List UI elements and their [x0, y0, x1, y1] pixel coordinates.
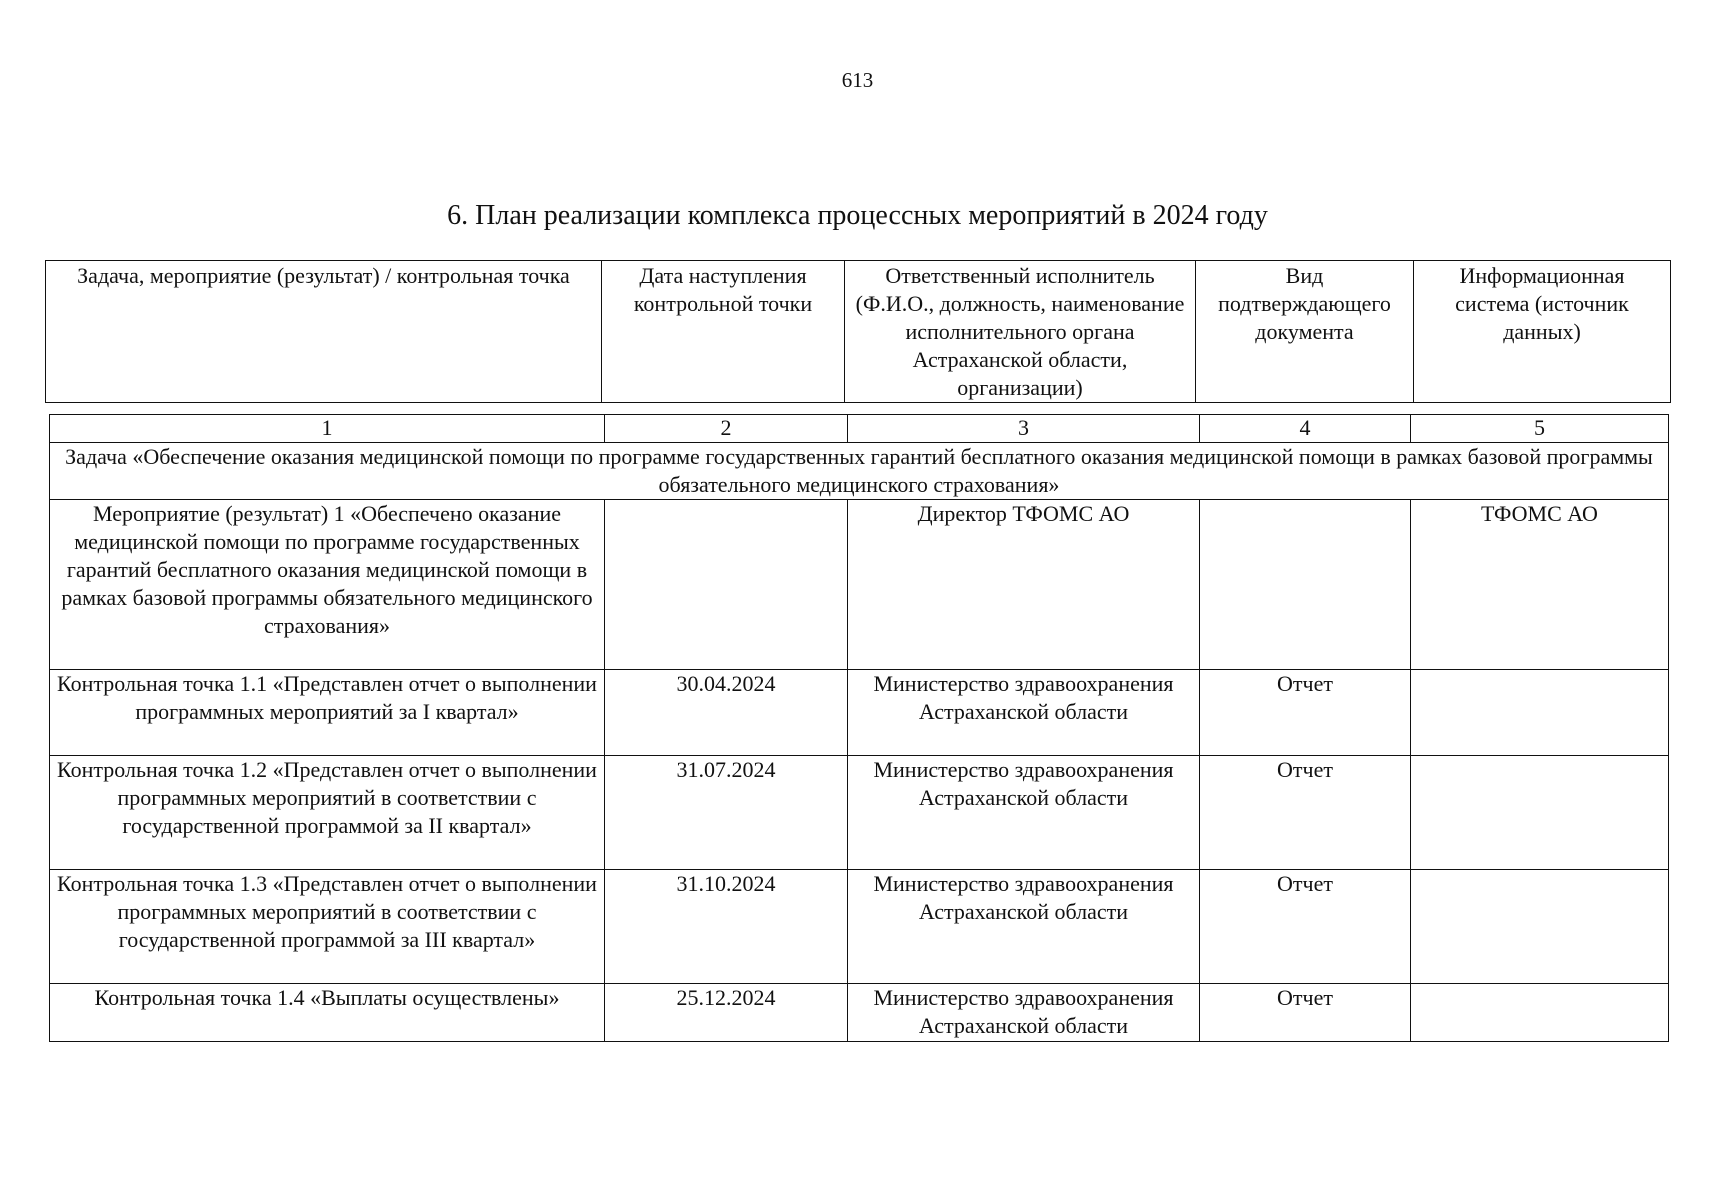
- event-document: [1200, 500, 1411, 670]
- checkpoint-system: [1411, 756, 1669, 870]
- checkpoint-system: [1411, 670, 1669, 756]
- table-header: [45, 260, 1671, 403]
- checkpoint-responsible: Министерство здравоохранения Астраханской области: [848, 756, 1200, 870]
- column-number-row: [50, 415, 1669, 443]
- column-number: 5: [1411, 415, 1669, 443]
- header-system-column: Информационная система (источник данных): [1414, 261, 1671, 403]
- column-number: 4: [1200, 415, 1411, 443]
- event-date: [605, 500, 848, 670]
- checkpoint-responsible: Министерство здравоохранения Астраханской области: [848, 870, 1200, 984]
- checkpoint-name: Контрольная точка 1.1 «Представлен отчет о выполнении программных мероприятий за I квартал»: [50, 670, 605, 756]
- header-date-column: Дата наступления контрольной точки: [602, 261, 845, 403]
- event-row: [50, 500, 1669, 670]
- event-system: ТФОМС АО: [1411, 500, 1669, 670]
- checkpoint-document: Отчет: [1200, 670, 1411, 756]
- checkpoint-responsible: Министерство здравоохранения Астраханской области: [848, 984, 1200, 1042]
- header-row: [46, 261, 1671, 403]
- checkpoint-date: 25.12.2024: [605, 984, 848, 1042]
- checkpoint-row: [50, 984, 1669, 1042]
- column-number: 1: [50, 415, 605, 443]
- header-document-column: Вид подтверждающего документа: [1196, 261, 1414, 403]
- plan-table: [49, 414, 1669, 1042]
- column-number: 3: [848, 415, 1200, 443]
- checkpoint-row: [50, 670, 1669, 756]
- checkpoint-row: [50, 870, 1669, 984]
- header-responsible-column: Ответственный исполнитель (Ф.И.О., должность, наименование исполнительного органа Астраханской области, организации): [845, 261, 1196, 403]
- checkpoint-document: Отчет: [1200, 984, 1411, 1042]
- page-title: 6. План реализации комплекса процессных мероприятий в 2024 году: [447, 200, 1268, 231]
- checkpoint-name: Контрольная точка 1.3 «Представлен отчет о выполнении программных мероприятий в соответствии с государственной программой за III квартал»: [50, 870, 605, 984]
- page-number: 613: [841, 68, 874, 92]
- header-task-column: Задача, мероприятие (результат) / контрольная точка: [46, 261, 602, 403]
- column-number: 2: [605, 415, 848, 443]
- checkpoint-date: 30.04.2024: [605, 670, 848, 756]
- checkpoint-document: Отчет: [1200, 870, 1411, 984]
- checkpoint-document: Отчет: [1200, 756, 1411, 870]
- checkpoint-system: [1411, 984, 1669, 1042]
- checkpoint-system: [1411, 870, 1669, 984]
- checkpoint-date: 31.07.2024: [605, 756, 848, 870]
- checkpoint-name: Контрольная точка 1.2 «Представлен отчет о выполнении программных мероприятий в соответствии с государственной программой за II квартал»: [50, 756, 605, 870]
- event-responsible: Директор ТФОМС АО: [848, 500, 1200, 670]
- event-name: Мероприятие (результат) 1 «Обеспечено оказание медицинской помощи по программе государственных гарантий бесплатного оказания медицинской помощи в рамках базовой программы обязательного медицинского страхования»: [50, 500, 605, 670]
- task-cell: Задача «Обеспечение оказания медицинской помощи по программе государственных гарантий бесплатного оказания медицинской помощи в рамках базовой программы обязательного медицинского страхования»: [50, 443, 1669, 500]
- task-row: [50, 443, 1669, 500]
- checkpoint-responsible: Министерство здравоохранения Астраханской области: [848, 670, 1200, 756]
- checkpoint-row: [50, 756, 1669, 870]
- checkpoint-name: Контрольная точка 1.4 «Выплаты осуществлены»: [50, 984, 605, 1042]
- checkpoint-date: 31.10.2024: [605, 870, 848, 984]
